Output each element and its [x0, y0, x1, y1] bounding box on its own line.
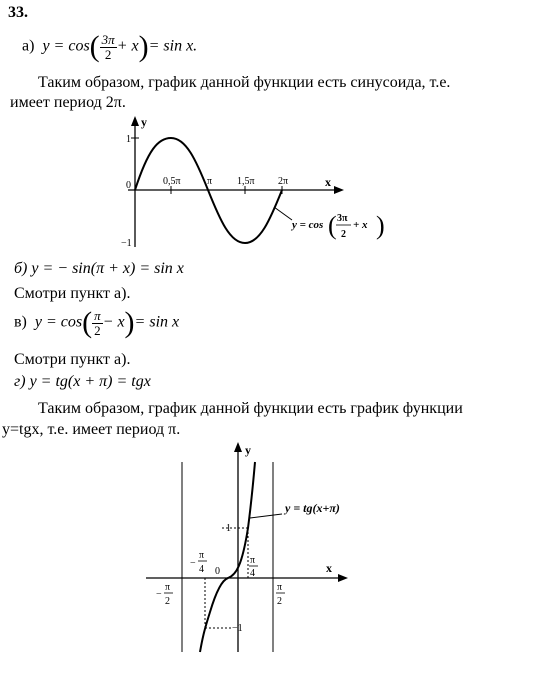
graph2-neg-pi2-den: 2	[165, 596, 170, 607]
part-g-equation: г) y = tg(x + π) = tgx	[14, 373, 151, 390]
graph2-y-label: y	[245, 443, 251, 457]
graph2-neg-pi4-den: 4	[199, 564, 204, 575]
part-a-plus-x: + x	[116, 37, 139, 55]
svg-text:−: −	[156, 589, 162, 600]
graph1-y-label: y	[141, 115, 147, 129]
part-a-equation: а) y = cos( $\frac{3\pi}{2}$ + x)= sin x.	[22, 30, 198, 63]
graph2-curve-label: y = tg(x+π)	[285, 501, 340, 515]
graph1-tick-0: 0	[126, 180, 131, 191]
part-v-rhs: = sin x	[134, 313, 180, 331]
graph1-tick-15pi: 1,5π	[237, 176, 255, 187]
part-a-lhs: y = cos	[42, 37, 90, 55]
part-a-rhs: = sin x.	[148, 37, 198, 55]
svg-text:): )	[376, 211, 385, 240]
graph2-pi2-num: π	[277, 582, 283, 593]
part-v-fraction: $\frac{\pi}{2}$	[94, 307, 101, 338]
graph2-origin: 0	[215, 566, 220, 577]
graph1-curve-label-den: 2	[341, 229, 346, 240]
see-point-a-1: Смотри пункт а).	[14, 285, 131, 302]
tangent-curve	[200, 462, 255, 652]
graph2-tick-minus1: −1	[232, 623, 243, 634]
paragraph-2-line-2: y=tgx, т.е. имеет период π.	[2, 421, 181, 438]
part-v-lhs: y = cos	[34, 313, 83, 331]
svg-text:(: (	[328, 211, 337, 240]
see-point-a-2: Смотри пункт а).	[14, 351, 131, 368]
part-a-fraction: $\frac{3\pi}{2}$	[101, 31, 115, 62]
graph2-pi4-den: 4	[250, 568, 255, 579]
part-v-equation: в) y = cos( $\frac{\pi}{2}$ − x)= sin x	[14, 306, 180, 339]
part-v-minus-x: − x	[102, 313, 125, 331]
graph1-curve-label-y: y = cos	[292, 219, 324, 231]
paragraph-1-line-2: имеет период 2π.	[10, 94, 126, 111]
graph1-curve-label-num: 3π	[337, 213, 348, 224]
svg-text:−: −	[190, 558, 196, 569]
graph1-x-label: x	[325, 175, 331, 189]
part-b-equation: б) y = − sin(π + x) = sin x	[14, 260, 184, 277]
graph2-neg-pi2-num: π	[165, 582, 171, 593]
paragraph-2-line-1: Таким образом, график данной функции есть график функции	[38, 400, 463, 417]
part-a-label: а)	[22, 37, 35, 55]
graph2-pi2-den: 2	[277, 596, 282, 607]
graph2-tick-1: 1	[226, 523, 231, 534]
graph2-neg-pi4-num: π	[199, 550, 205, 561]
graph2-pi4-num: π	[250, 555, 256, 566]
graph1-curve-label-tail: + x	[353, 219, 368, 231]
graph1-tick-2pi: 2π	[278, 176, 289, 187]
part-v-label: в)	[14, 313, 27, 331]
sinusoid-curve	[135, 138, 282, 243]
graph1-tick-minus1: −1	[121, 238, 132, 249]
paragraph-1-line-1: Таким образом, график данной функции есть синусоида, т.е.	[38, 74, 451, 91]
graph1-tick-1: 1	[126, 134, 131, 145]
graph1-tick-05pi: 0,5π	[163, 176, 181, 187]
graph1-tick-pi: π	[207, 176, 213, 187]
graph2-x-label: x	[326, 561, 332, 575]
problem-number: 33.	[8, 4, 28, 21]
